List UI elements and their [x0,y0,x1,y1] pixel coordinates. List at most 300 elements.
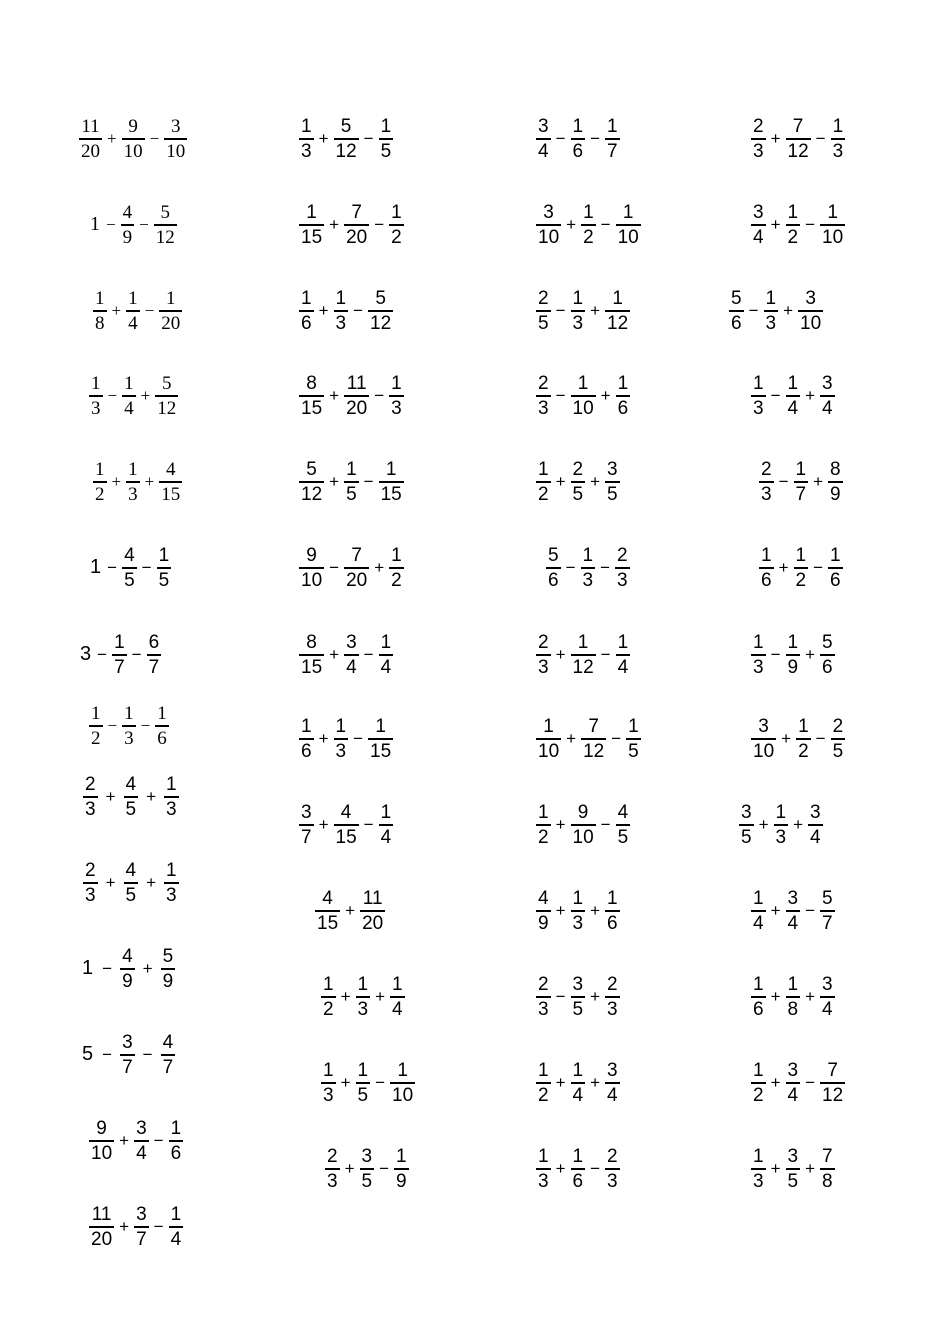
expression [82,861,180,905]
numerator: 3 [543,202,554,223]
expression [535,975,621,1019]
fraction [356,975,371,1019]
minus-sign: − [102,958,113,978]
denominator: 15 [370,740,392,762]
denominator: 2 [753,1084,764,1106]
fraction [828,460,843,504]
numerator: 1 [583,202,594,223]
denominator: 3 [85,884,96,906]
fraction [536,803,551,847]
numerator: 3 [607,459,618,480]
minus-sign: − [102,1044,113,1064]
denominator: 12 [301,483,323,505]
fraction [605,289,630,333]
numerator: 1 [391,202,402,223]
fraction [155,374,178,418]
numerator: 1 [170,1118,182,1139]
denominator: 7 [122,1056,133,1078]
denominator: 10 [572,826,594,848]
denominator: 4 [170,1228,182,1250]
denominator: 3 [391,397,402,419]
fraction [571,975,586,1019]
numerator: 11 [91,1204,112,1225]
fraction [124,861,139,905]
denominator: 2 [787,226,799,248]
fraction [124,775,139,819]
numerator: 3 [822,373,833,394]
numerator: 5 [822,632,833,653]
numerator: 2 [607,974,618,995]
fraction [605,1061,620,1105]
denominator: 9 [162,970,174,992]
denominator: 10 [538,226,560,248]
denominator: 10 [822,226,844,248]
denominator: 10 [166,140,186,162]
numerator: 3 [538,116,549,137]
numerator: 2 [85,860,96,881]
minus-sign: − [149,128,160,148]
expression [545,546,631,590]
numerator: 1 [346,459,357,480]
minus-sign: − [600,644,611,664]
numerator: 1 [753,1146,764,1167]
plus-sign: + [111,471,122,491]
expression [298,117,394,161]
numerator: 5 [340,116,352,137]
expression [298,289,394,333]
minus-sign: − [363,644,374,664]
numerator: 1 [761,545,772,566]
denominator: 7 [795,483,807,505]
numerator: 5 [161,373,172,394]
plus-sign: + [770,128,781,148]
fraction [571,460,586,504]
denominator: 20 [346,226,368,248]
numerator: 2 [617,545,628,566]
expression [88,704,170,748]
plus-sign: + [142,958,153,978]
plus-sign: + [770,214,781,234]
denominator: 15 [301,397,323,419]
numerator: 5 [160,202,170,223]
denominator: 3 [538,1170,549,1192]
denominator: 15 [317,912,339,934]
numerator: 1 [375,716,386,737]
fraction [368,289,393,333]
plus-sign: + [770,1072,781,1092]
plus-sign: + [146,872,157,892]
denominator: 5 [357,1084,369,1106]
plus-sign: + [329,214,340,234]
fraction [774,803,789,847]
denominator: 5 [741,826,752,848]
denominator: 9 [787,656,799,678]
numerator: 1 [128,288,138,309]
denominator: 6 [548,569,559,591]
denominator: 5 [572,998,584,1020]
numerator: 1 [124,373,134,394]
fraction [169,1205,184,1249]
expression [535,803,631,847]
numerator: 1 [612,288,623,309]
plus-sign: + [344,1158,355,1178]
fraction [831,717,846,761]
numerator: 1 [827,202,838,223]
plus-sign: + [119,1216,130,1236]
plus-sign: + [318,728,329,748]
fraction [83,861,98,905]
plus-sign: + [105,872,116,892]
fraction [794,546,809,590]
denominator: 5 [832,740,844,762]
expression [298,717,394,761]
fraction [808,803,823,847]
fraction [820,1061,845,1105]
whole-number: 3 [80,643,92,666]
plus-sign: + [770,1158,781,1178]
denominator: 2 [538,1084,549,1106]
minus-sign: − [600,557,611,577]
minus-sign: − [139,214,149,234]
denominator: 4 [392,998,403,1020]
expression [750,1061,846,1105]
denominator: 4 [617,656,629,678]
expression [535,460,621,504]
fraction [751,203,766,247]
numerator: 4 [617,802,629,823]
denominator: 10 [753,740,775,762]
fraction [820,975,835,1019]
denominator: 10 [301,569,323,591]
denominator: 5 [124,569,135,591]
fraction [169,1119,184,1163]
denominator: 7 [607,140,618,162]
plus-sign: + [781,728,792,748]
numerator: 1 [577,373,589,394]
denominator: 4 [753,912,764,934]
numerator: 5 [731,288,742,309]
fraction [536,975,551,1019]
numerator: 1 [538,1060,549,1081]
fraction [334,117,359,161]
fraction [379,460,404,504]
plus-sign: + [778,557,789,577]
numerator: 1 [582,545,594,566]
plus-sign: + [318,300,329,320]
plus-sign: + [140,385,151,405]
numerator: 2 [607,1146,618,1167]
denominator: 5 [380,140,392,162]
fraction [786,1147,801,1191]
plus-sign: + [111,300,122,320]
fraction [89,704,103,748]
fraction [157,546,172,590]
fraction [751,1147,766,1191]
fraction [126,289,140,333]
numerator: 3 [787,1060,799,1081]
expression [750,717,846,761]
denominator: 5 [628,740,639,762]
denominator: 9 [396,1170,407,1192]
fraction [764,289,779,333]
fraction [571,117,586,161]
fraction [164,775,179,819]
denominator: 5 [572,483,584,505]
numerator: 1 [301,288,312,309]
plus-sign: + [590,900,601,920]
numerator: 5 [375,288,386,309]
numerator: 3 [170,116,181,137]
minus-sign: − [815,128,826,148]
denominator: 12 [572,656,594,678]
numerator: 1 [538,802,549,823]
fraction [581,546,596,590]
minus-sign: − [153,1130,164,1150]
fraction [356,1061,371,1105]
expression [535,289,631,333]
numerator: 2 [85,774,96,795]
numerator: 1 [391,545,402,566]
fraction [390,975,405,1019]
denominator: 3 [753,140,764,162]
fraction [299,289,314,333]
fraction [161,947,176,991]
whole-number: 1 [90,213,100,236]
numerator: 5 [306,459,317,480]
minus-sign: − [144,300,155,320]
numerator: 4 [125,774,137,795]
expression [535,374,631,418]
denominator: 6 [572,140,584,162]
fraction [798,289,823,333]
fraction [334,803,359,847]
minus-sign: − [555,385,566,405]
minus-sign: − [106,214,116,234]
denominator: 9 [830,483,841,505]
numerator: 1 [114,632,125,653]
minus-sign: − [611,728,622,748]
plus-sign: + [770,986,781,1006]
numerator: 1 [572,1146,584,1167]
numerator: 4 [322,888,333,909]
fraction [820,203,845,247]
numerator: 1 [538,459,549,480]
denominator: 9 [122,226,133,248]
fraction [315,889,340,933]
fraction [360,1147,375,1191]
fraction [616,803,631,847]
minus-sign: − [374,385,385,405]
denominator: 3 [607,1170,618,1192]
numerator: 1 [577,632,589,653]
expression [320,1061,416,1105]
numerator: 4 [162,1032,174,1053]
denominator: 7 [822,912,833,934]
fraction [389,203,404,247]
denominator: 10 [538,740,560,762]
denominator: 20 [91,1228,113,1250]
fraction [571,289,586,333]
denominator: 3 [753,1170,764,1192]
denominator: 5 [125,798,137,820]
denominator: 15 [301,656,323,678]
numerator: 3 [787,1146,799,1167]
denominator: 7 [114,656,125,678]
numerator: 1 [170,1204,182,1225]
numerator: 1 [306,202,317,223]
denominator: 12 [157,397,177,419]
fraction [134,1119,149,1163]
expression [750,975,836,1019]
denominator: 4 [787,1084,799,1106]
minus-sign: − [805,900,816,920]
plus-sign: + [318,814,329,834]
fraction [299,803,314,847]
fraction [536,1061,551,1105]
fraction [122,704,136,748]
plus-sign: + [590,1072,601,1092]
expression [324,1147,410,1191]
numerator: 1 [572,116,584,137]
fraction [571,633,596,677]
denominator: 4 [810,826,821,848]
fraction [616,203,641,247]
plus-sign: + [144,471,155,491]
expression [758,460,844,504]
expression [750,889,836,933]
numerator: 1 [775,802,787,823]
fraction [626,717,641,761]
fraction [159,460,182,504]
minus-sign: − [363,814,374,834]
fraction [344,203,369,247]
denominator: 4 [128,312,138,334]
numerator: 1 [323,974,334,995]
expression [750,203,846,247]
numerator: 9 [128,116,138,137]
fraction [571,374,596,418]
denominator: 3 [775,826,787,848]
minus-sign: − [748,300,759,320]
expression [298,203,405,247]
fraction [93,460,107,504]
fraction [581,717,606,761]
expression [92,289,183,333]
minus-sign: − [379,1158,390,1178]
fraction [389,546,404,590]
fraction [536,203,561,247]
denominator: 2 [391,226,402,248]
numerator: 4 [538,888,549,909]
minus-sign: − [590,1158,601,1178]
denominator: 5 [361,1170,373,1192]
numerator: 11 [346,373,367,394]
plus-sign: + [590,986,601,1006]
numerator: 3 [301,802,312,823]
numerator: 8 [830,459,841,480]
fraction [334,717,349,761]
minus-sign: − [778,471,789,491]
denominator: 2 [95,483,105,505]
denominator: 4 [346,656,357,678]
expression [298,460,405,504]
minus-sign: − [131,644,142,664]
expression [750,633,836,677]
minus-sign: − [805,214,816,234]
fraction [796,717,811,761]
denominator: 15 [335,826,357,848]
fraction [820,374,835,418]
denominator: 6 [830,569,841,591]
denominator: 4 [787,397,799,419]
fraction [390,1061,415,1105]
fraction [122,117,145,161]
denominator: 7 [148,656,160,678]
minus-sign: − [363,128,374,148]
expression [750,1147,836,1191]
plus-sign: + [566,214,577,234]
fraction [786,1061,801,1105]
fraction [605,117,620,161]
denominator: 3 [538,998,549,1020]
plus-sign: + [340,986,351,1006]
numerator: 1 [391,373,402,394]
expression [314,889,386,933]
expression [80,947,176,991]
numerator: 2 [753,116,764,137]
denominator: 3 [832,140,844,162]
fraction [379,633,394,677]
fraction [605,889,620,933]
plus-sign: + [590,471,601,491]
expression [758,546,844,590]
fraction [164,861,179,905]
denominator: 10 [572,397,594,419]
denominator: 5 [787,1170,799,1192]
denominator: 3 [166,884,177,906]
minus-sign: − [770,644,781,664]
numerator: 1 [380,802,392,823]
fraction [122,546,137,590]
numerator: 1 [753,888,764,909]
denominator: 10 [617,226,639,248]
fraction [831,117,846,161]
fraction [820,889,835,933]
fraction [729,289,744,333]
numerator: 6 [148,632,160,653]
denominator: 8 [95,312,105,334]
denominator: 4 [380,656,392,678]
fraction [828,546,843,590]
numerator: 3 [346,632,357,653]
numerator: 3 [136,1204,147,1225]
numerator: 1 [753,1060,764,1081]
denominator: 9 [538,912,549,934]
expression [738,803,824,847]
minus-sign: − [565,557,576,577]
numerator: 1 [165,288,176,309]
fraction [536,889,551,933]
expression [298,374,405,418]
fraction [299,203,324,247]
numerator: 1 [166,774,177,795]
expression [88,1119,184,1163]
numerator: 1 [607,888,618,909]
plus-sign: + [600,385,611,405]
minus-sign: − [375,1072,386,1092]
expression [320,975,406,1019]
denominator: 20 [346,569,368,591]
